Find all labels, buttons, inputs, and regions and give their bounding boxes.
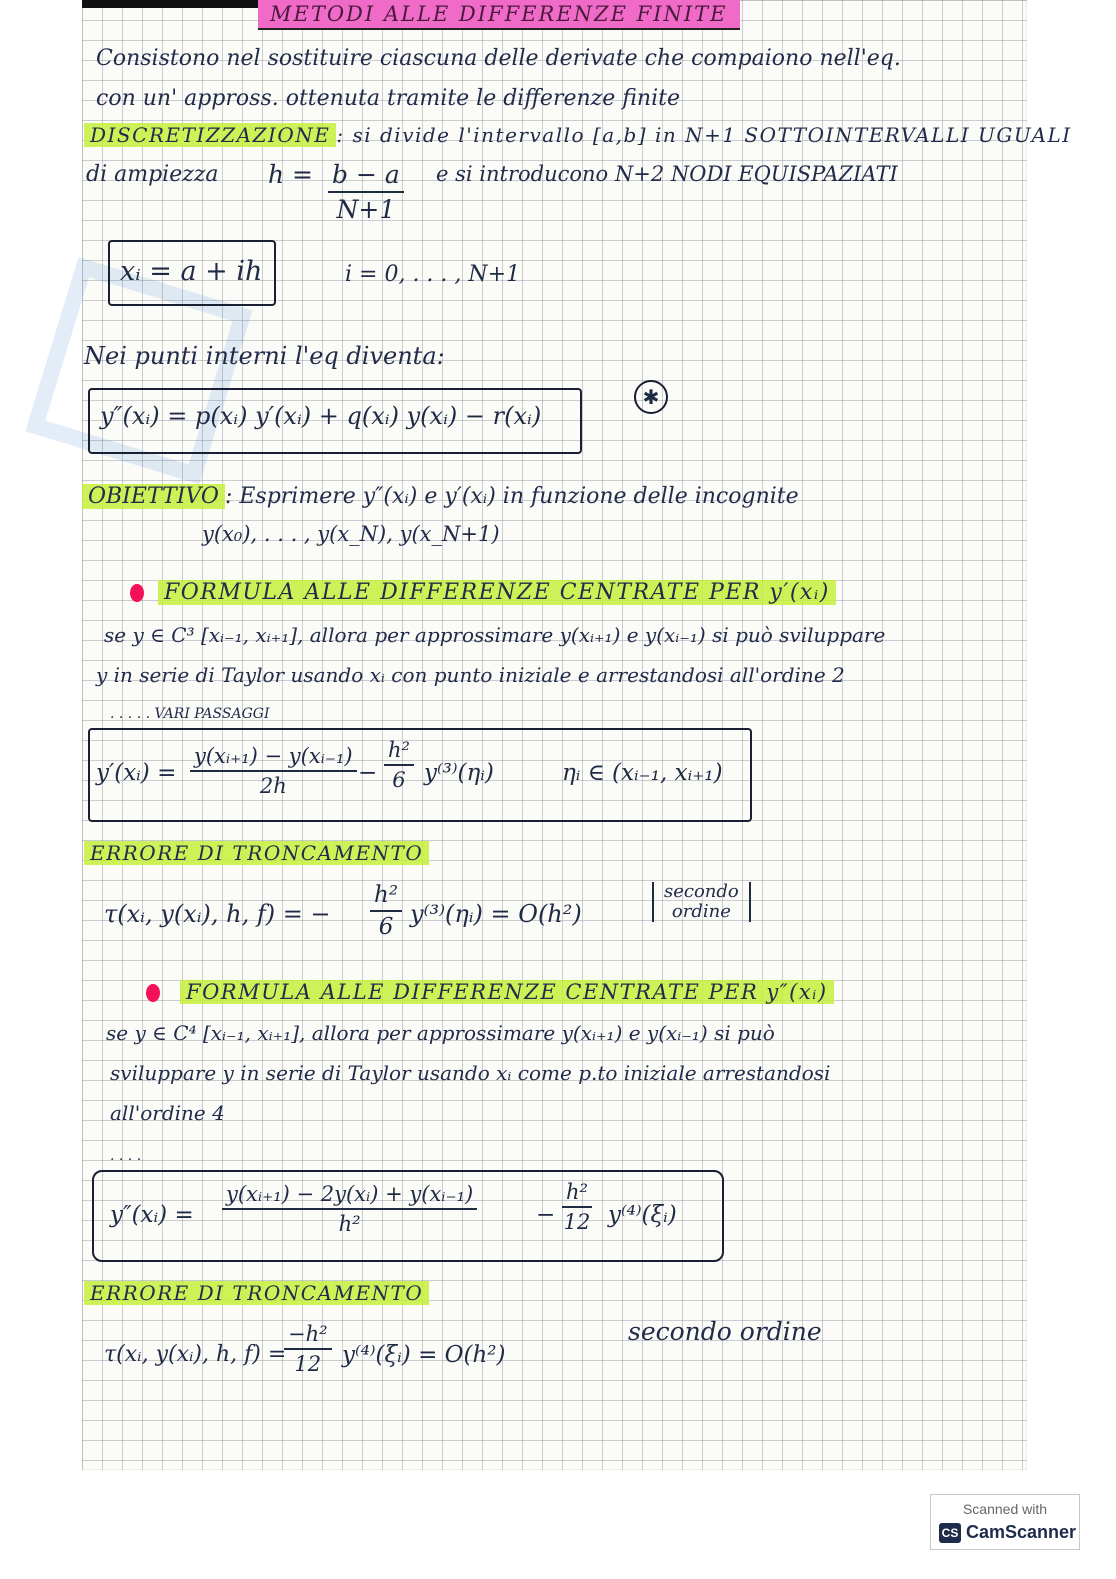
second-derivative-num: y(xᵢ₊₁) − 2y(xᵢ) + y(xᵢ₋₁) — [222, 1182, 477, 1210]
errore1-lhs: τ(xᵢ, y(xᵢ), h, f) = − — [104, 900, 331, 928]
node-formula: xᵢ = a + ih — [120, 256, 263, 287]
intro-line-2: con un' appross. ottenuta tramite le differenze finite — [96, 86, 680, 111]
camscanner-badge — [930, 1494, 1080, 1550]
errore2-rhs: y⁽⁴⁾(ξᵢ) = O(h²) — [342, 1342, 506, 1368]
first-derivative-fraction — [190, 744, 357, 798]
first-derivative-h-den: 6 — [392, 768, 406, 792]
second-derivative-den: h² — [338, 1212, 361, 1236]
formula1-heading: FORMULA ALLE DIFFERENZE CENTRATE PER y′(xᵢ) — [158, 580, 836, 605]
badge-top-text: Scanned with — [962, 1501, 1048, 1517]
second-derivative-h-fraction — [562, 1180, 592, 1234]
first-derivative-minus: − — [358, 760, 378, 786]
first-derivative-den: 2h — [259, 774, 287, 798]
errore2-h-den: 12 — [294, 1352, 322, 1376]
errore1-label: ERRORE DI TRONCAMENTO — [84, 841, 429, 865]
errore1-note-line-2: ordine — [671, 900, 731, 922]
first-derivative-h-num: h² — [384, 738, 414, 766]
errore1-rhs: y⁽³⁾(ηᵢ) = O(h²) — [410, 900, 582, 928]
formula2-line-1: se y ∈ C⁴ [xᵢ₋₁, xᵢ₊₁], allora per approssimare y(xᵢ₊₁) e y(xᵢ₋₁) si può — [106, 1021, 775, 1045]
first-derivative-num: y(xᵢ₊₁) − y(xᵢ₋₁) — [190, 744, 357, 772]
formula2-line-3: all'ordine 4 — [110, 1101, 225, 1125]
errore1-h-fraction — [370, 882, 402, 940]
errore2-lhs: τ(xᵢ, y(xᵢ), h, f) = — [104, 1342, 287, 1367]
first-derivative-lhs: y′(xᵢ) = — [96, 760, 177, 786]
second-derivative-term: y⁽⁴⁾(ξᵢ) — [608, 1202, 677, 1228]
obiettivo-line-1: : Esprimere y″(xᵢ) e y′(xᵢ) in funzione delle incognite — [224, 484, 799, 509]
formula2-passaggi: . . . . — [110, 1148, 142, 1164]
formula2-heading: FORMULA ALLE DIFFERENZE CENTRATE PER y″(xᵢ) — [180, 980, 834, 1004]
punti-interni-text: Nei punti interni l'eq diventa: — [84, 342, 445, 370]
formula2-line-2: sviluppare y in serie di Taylor usando xᵢ come p.to iniziale arrestandosi — [110, 1061, 831, 1085]
h-fraction-den: N+1 — [336, 195, 396, 224]
camscanner-logo-icon: CS — [939, 1523, 961, 1543]
errore2-note: secondo ordine — [628, 1317, 822, 1346]
first-derivative-term: y⁽³⁾(ηᵢ) — [424, 760, 494, 786]
first-derivative-h-fraction — [384, 738, 414, 792]
errore1-h-den: 6 — [378, 914, 394, 940]
bullet-icon — [146, 984, 160, 1002]
errore1-note-line-1: secondo — [664, 881, 739, 902]
ampiezza-text: di ampiezza — [86, 162, 219, 187]
formula1-passaggi: . . . . . VARI PASSAGGI — [110, 706, 270, 722]
intro-line-1: Consistono nel sostituire ciascuna delle derivate che compaiono nell'eq. — [96, 46, 901, 71]
errore1-h-num: h² — [370, 882, 402, 912]
formula1-line-1: se y ∈ C³ [xᵢ₋₁, xᵢ₊₁], allora per approssimare y(xᵢ₊₁) e y(xᵢ₋₁) si può sviluppare — [104, 623, 886, 647]
errore2-label: ERRORE DI TRONCAMENTO — [84, 1281, 429, 1305]
first-derivative-eta: ηᵢ ∈ (xᵢ₋₁, xᵢ₊₁) — [562, 760, 723, 786]
errore2-h-num: −h² — [284, 1322, 332, 1350]
badge-name: CamScanner — [966, 1522, 1077, 1542]
node-range: i = 0, . . . , N+1 — [345, 262, 521, 287]
discretizzazione-label: DISCRETIZZAZIONE — [84, 123, 336, 147]
discretizzazione-line-1: : si divide l'intervallo [a,b] in N+1 SOTTOINTERVALLI UGUALI — [336, 123, 1072, 147]
h-fraction-num: b − a — [328, 160, 404, 193]
formula1-line-2: y in serie di Taylor usando xᵢ con punto iniziale e arrestandosi all'ordine 2 — [96, 663, 845, 687]
errore2-h-fraction — [284, 1322, 332, 1376]
bullet-icon — [130, 584, 144, 602]
h-equals: h = — [268, 160, 313, 189]
errore1-note — [652, 882, 751, 922]
page-title: METODI ALLE DIFFERENZE FINITE — [258, 0, 740, 30]
second-derivative-fraction — [222, 1182, 477, 1236]
second-derivative-h-den: 12 — [563, 1210, 591, 1234]
obiettivo-line-2: y(x₀), . . . , y(x_N), y(x_N+1) — [202, 522, 500, 546]
second-derivative-minus: − — [536, 1202, 556, 1228]
star-icon: ✱ — [634, 380, 668, 414]
h-fraction — [328, 160, 404, 224]
second-derivative-lhs: y″(xᵢ) = — [110, 1202, 194, 1228]
top-edge-bar — [82, 0, 262, 8]
second-derivative-h-num: h² — [562, 1180, 592, 1208]
nodi-text: e si introducono N+2 NODI EQUISPAZIATI — [436, 162, 898, 186]
ode-equation: y″(xᵢ) = p(xᵢ) y′(xᵢ) + q(xᵢ) y(xᵢ) − r(xᵢ) — [100, 402, 542, 430]
obiettivo-label: OBIETTIVO — [82, 484, 225, 509]
